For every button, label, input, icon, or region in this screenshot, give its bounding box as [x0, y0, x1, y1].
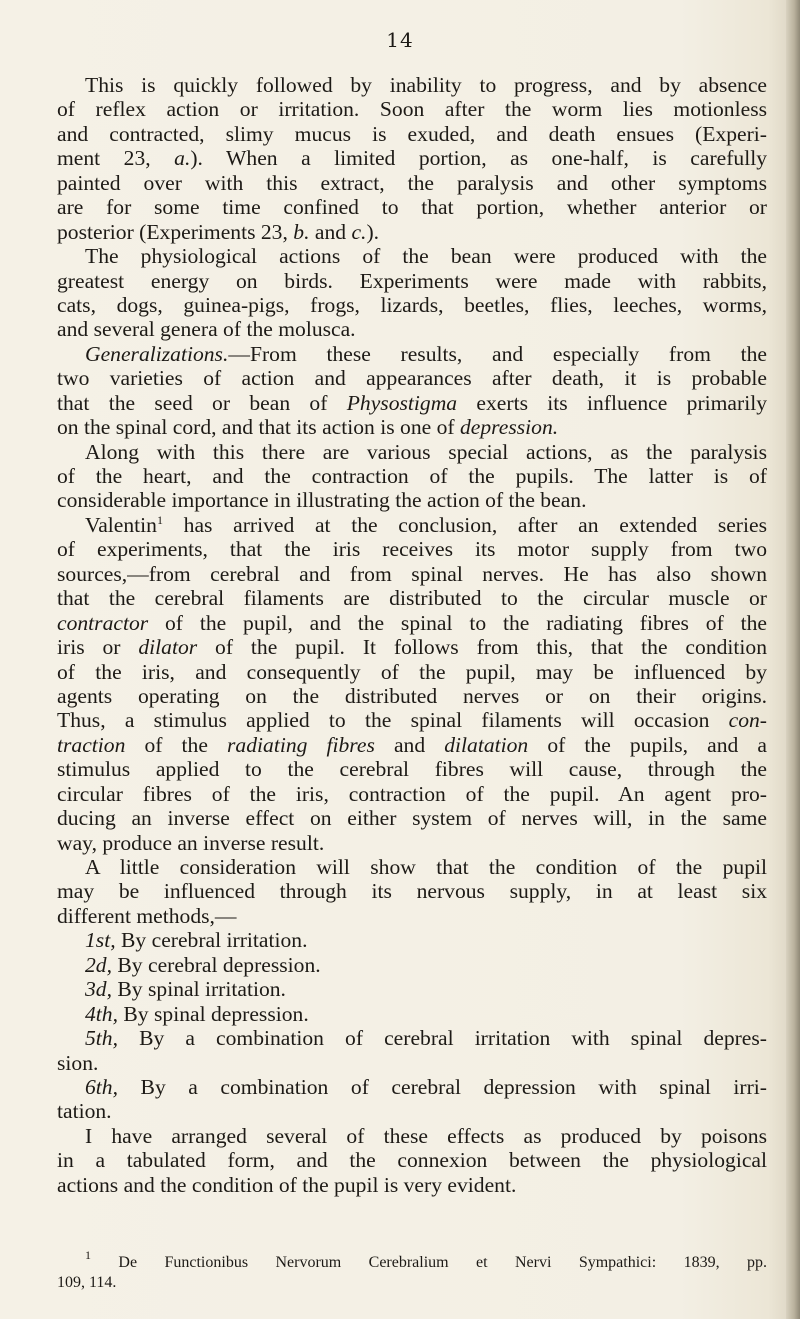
- text-line: contractor of the pupil, and the spinal to the radiating fibres of the: [57, 610, 767, 635]
- text-line: traction of the radiating fibres and dilatation of the pupils, and a: [57, 732, 767, 757]
- text-line: ducing an inverse effect on either system of nerves will, in the same: [57, 806, 767, 831]
- text-line: stimulus applied to the cerebral fibres will cause, through the: [57, 757, 767, 782]
- list-item: 3d, By spinal irritation.: [85, 977, 286, 1002]
- text-line: and several genera of the molusca.: [57, 317, 356, 342]
- text-line: Valentin$^1$ has arrived at the conclusion, after an extended series: [85, 512, 767, 537]
- page-number: 14: [386, 28, 414, 52]
- text-line: Along with this there are various special actions, as the paralysis: [85, 439, 767, 464]
- text-line: The physiological actions of the bean were produced with the: [85, 244, 767, 269]
- text-line: may be influenced through its nervous supply, in at least six: [57, 879, 767, 904]
- text-line: in a tabulated form, and the connexion between the physiological: [57, 1148, 767, 1173]
- text-line: of the iris, and consequently of the pupil, may be influenced by: [57, 659, 767, 684]
- text-line: painted over with this extract, the paralysis and other symptoms: [57, 170, 767, 195]
- text-line: that the seed or bean of Physostigma exerts its influence primarily: [57, 390, 767, 415]
- text-line: that the cerebral filaments are distributed to the circular muscle or: [57, 586, 767, 611]
- list-item: 1st, By cerebral irritation.: [85, 928, 308, 953]
- footnote-line: 109, 114.: [57, 1274, 117, 1291]
- text-line: This is quickly followed by inability to progress, and by absence: [85, 73, 767, 97]
- text-line: actions and the condition of the pupil is very evident.: [57, 1172, 517, 1197]
- footnote-number: 1: [85, 1248, 91, 1262]
- body-text: [57, 73, 767, 1197]
- page-edge: [786, 0, 800, 1319]
- text-line: different methods,—: [57, 903, 237, 928]
- text-line: I have arranged several of these effects as produced by poisons: [85, 1123, 767, 1148]
- text-line: of the heart, and the contraction of the pupils. The latter is of: [57, 464, 767, 488]
- text-line: of reflex action or irritation. Soon after the worm lies motionless: [57, 97, 767, 122]
- list-item: 2d, By cerebral depression.: [85, 952, 321, 977]
- text-line: iris or dilator of the pupil. It follows from this, that the condition: [57, 635, 767, 660]
- list-item: 4th, By spinal depression.: [85, 1001, 309, 1026]
- text-line: cats, dogs, guinea-pigs, frogs, lizards, beetles, flies, leeches, worms,: [57, 292, 767, 317]
- text-line: greatest energy on birds. Experiments were made with rabbits,: [57, 268, 767, 293]
- footnote-line: $^1$ De Functionibus Nervorum Cerebralium et Nervi Sympathici: 1839, pp.: [85, 1248, 767, 1271]
- text-line: way, produce an inverse result.: [57, 830, 325, 855]
- text-line: agents operating on the distributed nerves or on their origins.: [57, 683, 767, 708]
- text-line: are for some time confined to that portion, whether anterior or: [57, 195, 767, 220]
- text-line: on the spinal cord, and that its action is one of depression.: [57, 415, 559, 440]
- text-line: tation.: [57, 1099, 112, 1124]
- text-line: sion.: [57, 1050, 99, 1075]
- footnote-marker: 1: [156, 512, 163, 527]
- text-line: and contracted, slimy mucus is exuded, and death ensues (Experi-: [57, 121, 767, 146]
- list-item: 6th, By a combination of cerebral depression with spinal irri-: [85, 1074, 767, 1099]
- text-line: Thus, a stimulus applied to the spinal filaments will occasion con-: [57, 708, 767, 733]
- text-line: of experiments, that the iris receives its motor supply from two: [57, 537, 767, 562]
- footnote: [57, 1248, 767, 1293]
- list-item: 5th, By a combination of cerebral irritation with spinal depres-: [85, 1026, 767, 1051]
- text-line: A little consideration will show that the condition of the pupil: [85, 855, 767, 879]
- text-line: ment 23, a.). When a limited portion, as one-half, is carefully: [57, 146, 767, 171]
- text-line: considerable importance in illustrating the action of the bean.: [57, 488, 587, 513]
- text-line: two varieties of action and appearances after death, it is probable: [57, 366, 767, 391]
- text-line: circular fibres of the iris, contraction of the pupil. An agent pro-: [57, 781, 767, 806]
- text-line: Generalizations.—From these results, and especially from the: [85, 341, 767, 366]
- text-line: posterior (Experiments 23, b. and c.).: [57, 219, 380, 244]
- text-line: sources,—from cerebral and from spinal nerves. He has also shown: [57, 561, 767, 586]
